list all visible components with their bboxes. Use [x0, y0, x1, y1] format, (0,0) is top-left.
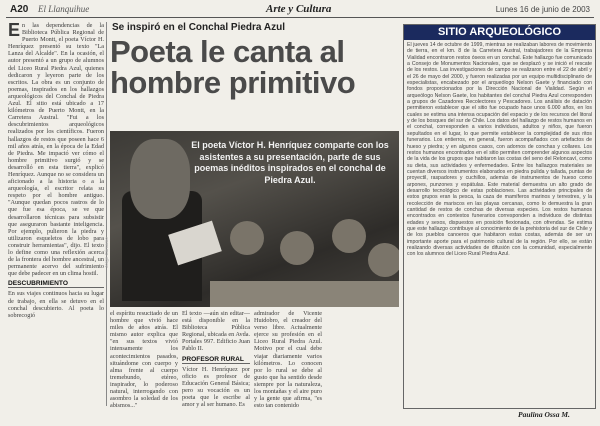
article-column-2: [110, 310, 178, 408]
sidebar-box: [403, 24, 596, 409]
article-headline: Poeta le canta al hombre primitivo: [110, 34, 356, 100]
audience-member: [230, 221, 264, 255]
article-column-1: [8, 22, 104, 405]
section-title: Arte y Cultura: [266, 3, 332, 15]
article-column-4: [254, 310, 322, 408]
sidebar-text: El jueves 14 de octubre de 1999, mientras se realizaban labores de movimiento de tierra, en el km. 8 de la Carretera Austral, trabajadores de la Empresa Vialidad encontraron restos óseos en un conchal. Este hallazgo fue comunicado a Consejo de Monumentos Nacionales, que se desplazó y se inició el rescate de los restos. Las investigaciones de campo se realizaron entre el 22 de abril y el 26 de mayo del 2000, y fueron realizadas por un equipo multidisciplinario de especialistas, encabezado por el arqueólogo Nelson Gaete y financiado con fondos proporcionados por la Dirección Nacional de Vialidad. Según el arqueólogo Nelson Gaete, los habitantes del conchal Piedra Azul corresponden a grupos de Cazadores Recolectores y Pescadores. Los análisis de datación permitieron establecer que el sitio fue ocupado hace unos 6.000 años, en los cuales se estima una intensa ocupación del espacio y de los recursos del litoral y de los bosques del sur de Chile. Los datos del hallazgo de restos humanos en el conchal, corresponden a varios individuos, adultos y niños, que fueron sepultados en el lugar, lo que permite establecer la complejidad de sus ritos funerarios. Los entierros, en general, fueron acompañados con artefactos de hueso y piedra; y en algunos casos, con adornos de conchas y collares. Los restos humanos encontrados en el sitio permiten comprender algunos aspectos de la vida de los grupos que habitaron las costas del seno del Reloncaví, como su dieta, sus actividades y enfermedades. Entre los hallazgos materiales se cuentan diversos instrumentos elaborados en piedra pulida y tallada, puntas de proyectil, raspadores y cuchillos, además de instrumentos de hueso como arpones, punzones y espátulas. Este material demuestra un alto grado de desarrollo tecnológico de estas poblaciones. Las actividades principales de estos grupos eran la pesca, la caza de mamíferos marinos y terrestres, y la recolección de mariscos en las playas cercanas, como lo demuestra la gran cantidad de restos de conchas de diversas especies. Los restos humanos encontrados en contextos funerarios corresponden a individuos de distintas edades y sexos, dispuestos en posición flexionada, con ofrendas. Se estima que este hallazgo contribuye al conocimiento de la prehistoria del sur de Chile y de los pueblos canoeros que habitaron estas costas, además de ser un importante aporte para el patrimonio cultural de la región. Por ello, se están realizando diversas actividades de difusión con la comunidad, especialmente con los alumnos del Liceo Rural Piedra Azul.: [407, 42, 592, 258]
article-column-3: [182, 310, 250, 408]
poet-head: [130, 139, 190, 219]
column-1-text: n las dependencias de la Biblioteca Pública Regional de Puerto Montt, el poeta Víctor H. Henríquez presentó su texto "La Lanza del Alcalde". En la ocasión, el autor presentó a un grupo de alumnos del Liceo Rural Piedra Azul, quienes dedicaron y leyeron parte de los escritos. La obra es un conjunto de poemas, inspirados en los hallazgos arqueológicos del Conchal de Piedra Azul. El sitio está ubicado a 17 kilómetros de Puerto Montt, en la Carretera Austral. "Fui a los descubrimientos arqueológicos realizados por los científicos. Fueron hallazgos de restos que poseen hace 6 mil años atrás, en la época de la Edad de Piedra. Me impactó ver cómo el hombre primitivo surgió y se desarrolló en esta tierra", explicó Henríquez. Aunque no se considera un aficionado a la historia o a la arqueología, el escritor relata su respeto por el hombre antiguo. "Aunque quedan pocos rastros de lo que fue esa época, se ve que desarrollaron técnicas para subsistir que aseguraron bastante inteligencia. Por ejemplo, pulieron la piedra y utilizaron esqueletos de lobo para construir herramientas", dijo. El texto lo define como una reflexión acerca de la frontera del hombre ancestral, un permanente acervo del sufrimiento que debe padecer en un clima hostil.: [8, 22, 104, 278]
column-divider: [106, 22, 107, 406]
photo-credit: Jorge Cárcamo: [104, 237, 109, 268]
sidebar-title: SITIO ARQUEOLÓGICO: [404, 25, 595, 40]
article-column-5: [326, 310, 398, 408]
issue-date: Lunes 16 de junio de 2003: [495, 5, 590, 14]
article-kicker: Se inspiró en el Conchal Piedra Azul: [112, 22, 286, 33]
audience-member: [368, 243, 399, 277]
audience-member: [332, 219, 366, 253]
column-3-text: El texto —aún sin editar— está disponible en la Biblioteca Pública Regional, ubicada en Avda. Portales 997. Edificio Juan Pablo II.: [182, 310, 250, 353]
column-2-text: el espíritu resucitado de un hombre que vivió hace miles de años atrás. El mismo autor explica que "en sus textos vivió intensamente los acontecimientos pasados, situándome con cuerpo y alma frente al cuerpo tremebundo, etéreo, inspirador, lo poderoso natural, interrogando con asombro la soledad de los abismos...": [110, 310, 178, 408]
column-3-text-2: Víctor H. Henríquez por oficio es profesor de Educación General Básica; pero su vocación es un poeta que le escribe al amor y al ser humano. Es: [182, 365, 250, 408]
photo-caption: El poeta Víctor H. Henríquez comparte con los asistentes a su presentación, parte de sus poemas inéditos inspirados en el conchal de Piedra Azul.: [191, 140, 389, 185]
column-4-text: admirador de Vicente Huidobro, el creador del verso libre. Actualmente ejerce su profesión en el Liceo Rural Piedra Azul. Motivo por el cual debe viajar diariamente varios kilómetros. Lo conocen por lo rural se debe al gusto que ha sentido desde siempre por la naturaleza, los montañas y el aire puro y la gente que afirma, "es esto tan contenido: [254, 310, 322, 408]
table: [210, 281, 399, 307]
page-number: A20: [10, 4, 29, 15]
column-1-text-2: En sus viajes continuos hacia su lugar de trabajo, en ella se detuvo en el conchal descubierto. Al poeta lo sobrecogió: [8, 290, 104, 319]
subhead-descubrimiento: DESCUBRIMIENTO: [8, 280, 104, 288]
page-header: [6, 3, 594, 18]
newspaper-name: El Llanquihue: [38, 4, 90, 14]
drop-cap: E: [8, 22, 21, 40]
audience-member: [280, 231, 314, 265]
byline: Paulina Ossa M.: [518, 410, 570, 419]
subhead-profesor-rural: PROFESOR RURAL: [182, 356, 250, 364]
